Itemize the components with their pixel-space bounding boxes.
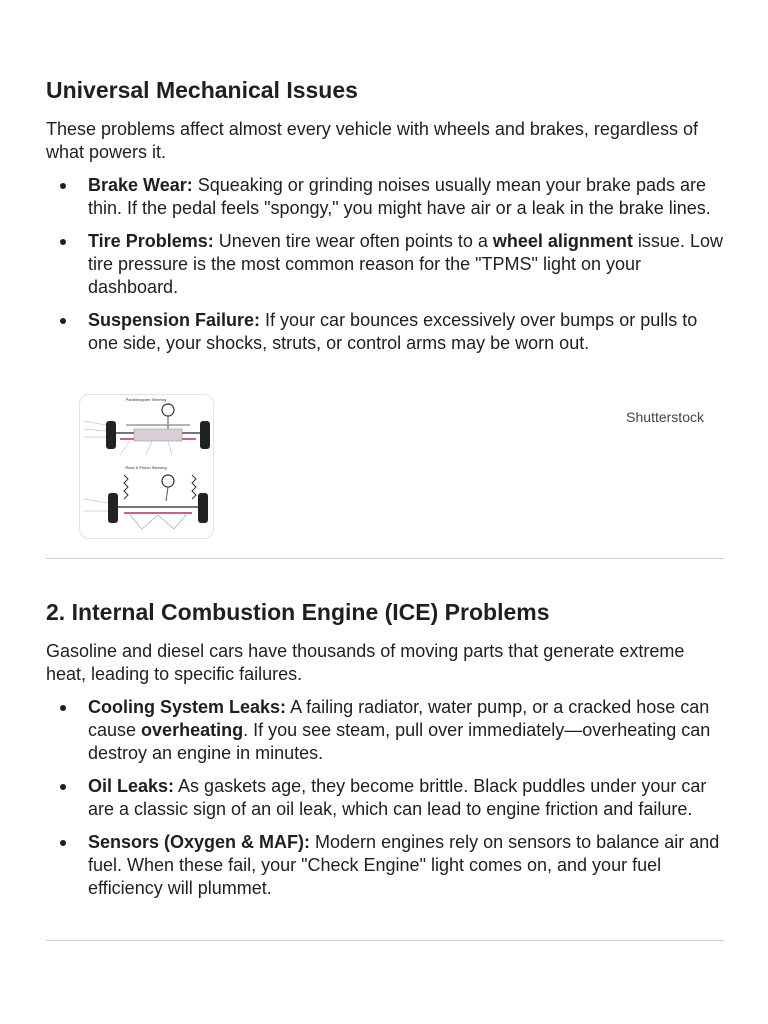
list-item xyxy=(46,831,724,900)
item-text: Uneven tire wear often points to a xyxy=(213,231,493,251)
rack-pinion-steering-illustration xyxy=(84,475,208,529)
bullet-icon xyxy=(60,183,66,189)
item-lead: Suspension Failure: xyxy=(88,310,261,330)
image-credit: Shutterstock xyxy=(626,409,704,425)
bullet-icon xyxy=(60,784,66,790)
item-text: If your car bounces excessively over bumps or pulls to one side, your shocks, struts, or control arms may be worn out. xyxy=(88,310,698,353)
item-emphasis: wheel alignment xyxy=(492,231,633,251)
bullet-icon xyxy=(60,840,66,846)
item-lead: Oil Leaks: xyxy=(88,776,175,796)
bullet-icon xyxy=(60,318,66,324)
section-intro: These problems affect almost every vehicle with wheels and brakes, regardless of what powers it. xyxy=(46,119,698,162)
list-item xyxy=(46,309,724,355)
item-text: Modern engines rely on sensors to balance air and fuel. When these fail, your "Check Engine" light comes on, and your fuel efficiency will plummet. xyxy=(88,832,720,898)
figure-bottom-label: Rack & Pinion Steering xyxy=(125,465,167,470)
item-lead: Tire Problems: xyxy=(88,231,214,251)
list-item xyxy=(46,775,724,821)
figure-top-label: Parallelogram Steering xyxy=(125,397,167,402)
list-item xyxy=(46,174,724,220)
section-ice-problems xyxy=(46,598,724,910)
item-text: As gaskets age, they become brittle. Black puddles under your car are a classic sign of an oil leak, which can lead to engine friction and failure. xyxy=(88,776,707,819)
issue-list xyxy=(46,174,724,355)
bullet-icon xyxy=(60,239,66,245)
item-emphasis: overheating xyxy=(141,720,244,740)
item-text: . If you see steam, pull over immediately—overheating can destroy an engine in minutes. xyxy=(88,720,711,763)
list-item xyxy=(46,696,724,765)
section-divider xyxy=(46,940,724,941)
parallelogram-steering-illustration xyxy=(84,404,210,455)
item-text: issue. Low tire pressure is the most common reason for the "TPMS" light on your dashboard. xyxy=(88,231,723,297)
section-title: 2. Internal Combustion Engine (ICE) Problems xyxy=(46,599,550,625)
bullet-icon xyxy=(60,705,66,711)
item-lead: Brake Wear: xyxy=(88,175,193,195)
issue-list xyxy=(46,696,724,900)
list-item xyxy=(46,230,724,299)
section-universal-mechanical xyxy=(46,76,724,365)
section-intro: Gasoline and diesel cars have thousands of moving parts that generate extreme heat, leading to specific failures. xyxy=(46,641,685,684)
item-lead: Sensors (Oxygen & MAF): xyxy=(88,832,311,852)
item-text: A failing radiator, water pump, or a cracked hose can cause xyxy=(88,697,710,740)
section-divider xyxy=(46,558,724,559)
steering-diagram-image xyxy=(79,394,214,539)
section-title: Universal Mechanical Issues xyxy=(46,77,358,103)
item-lead: Cooling System Leaks: xyxy=(88,697,287,717)
item-text: Squeaking or grinding noises usually mean your brake pads are thin. If the pedal feels "spongy," you might have air or a leak in the brake lines. xyxy=(88,175,711,218)
